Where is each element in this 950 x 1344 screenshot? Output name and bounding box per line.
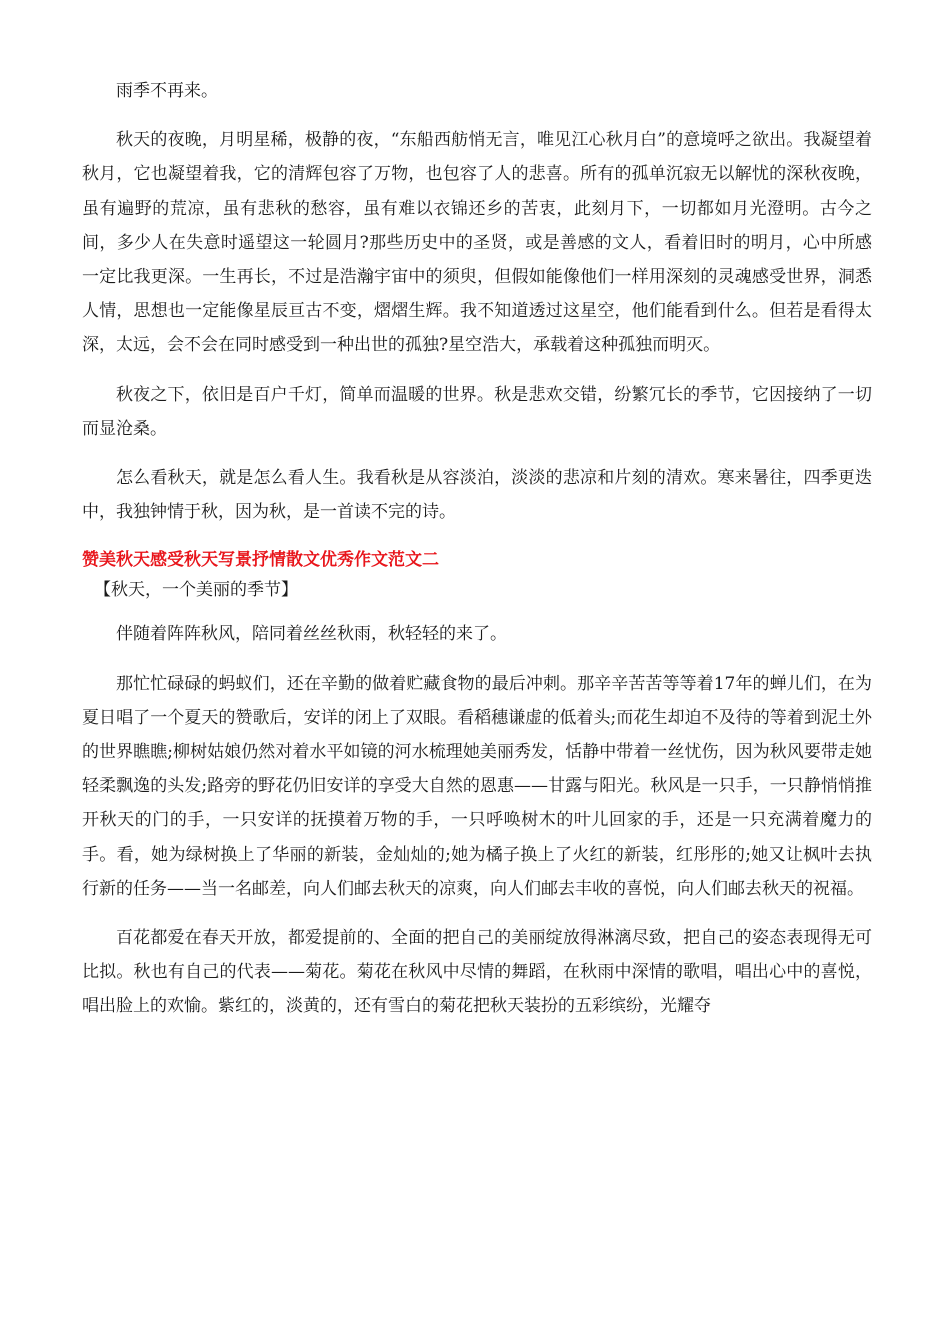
- paragraph-5: 伴随着阵阵秋风，陪同着丝丝秋雨，秋轻轻的来了。: [116, 624, 507, 645]
- document-body: [82, 74, 872, 1039]
- section-heading: 赞美秋天感受秋天写景抒情散文优秀作文范文二: [82, 550, 439, 571]
- paragraph-4: 怎么看秋天，就是怎么看人生。我看秋是从容淡泊，淡淡的悲凉和片刻的清欢。寒来暑往，四季更迭中，我独钟情于秋，因为秋，是一首读不完的诗。: [82, 468, 872, 523]
- paragraph-2: 秋天的夜晚，月明星稀，极静的夜，“东船西舫悄无言，唯见江心秋月白”的意境呼之欲出。我凝望着秋月，它也凝望着我，它的清辉包容了万物，也包容了人的悲喜。所有的孤单沉寂无以解忧的深秋夜晚，虽有遍野的荒凉，虽有悲秋的愁容，虽有难以衣锦还乡的苦衷，此刻月下，一切都如月光澄明。古今之间，多少人在失意时遥望这一轮圆月?那些历史中的圣贤，或是善感的文人，看着旧时的明月，心中所感一定比我更深。一生再长，不过是浩瀚宇宙中的须臾，但假如能像他们一样用深刻的灵魂感受世界，洞悉人情，思想也一定能像星辰亘古不变，熠熠生辉。我不知道透过这星空，他们能看到什么。但若是看得太深，太远，会不会在同时感受到一种出世的孤独?星空浩大，承载着这种孤独而明灭。: [82, 130, 872, 356]
- paragraph-3: 秋夜之下，依旧是百户千灯，简单而温暖的世界。秋是悲欢交错，纷繁冗长的季节，它因接纳了一切而显沧桑。: [82, 384, 872, 439]
- paragraph-1: 雨季不再来。: [116, 81, 218, 101]
- section-subtitle: 【秋天，一个美丽的季节】: [94, 580, 298, 601]
- paragraph-7: 百花都爱在春天开放，都爱提前的、全面的把自己的美丽绽放得淋漓尽致，把自己的姿态表现得无可比拟。秋也有自己的代表——菊花。菊花在秋风中尽情的舞蹈，在秋雨中深情的歌唱，唱出心中的喜悦，唱出脸上的欢愉。紫红的，淡黄的，还有雪白的菊花把秋天装扮的五彩缤纷，光耀夺: [82, 928, 872, 1017]
- paragraph-6: 那忙忙碌碌的蚂蚁们，还在辛勤的做着贮藏食物的最后冲刺。那辛辛苦苦等等着17年的蝉儿们，在为夏日唱了一个夏天的赞歌后，安详的闭上了双眼。看稻穗谦虚的低着头;而花生却迫不及待的等着到泥土外的世界瞧瞧;柳树姑娘仍然对着水平如镜的河水梳理她美丽秀发，恬静中带着一丝忧伤，因为秋风要带走她轻柔飘逸的头发;路旁的野花仍旧安详的享受大自然的恩惠——甘露与阳光。秋风是一只手，一只静悄悄推开秋天的门的手，一只安详的抚摸着万物的手，一只呼唤树木的叶儿回家的手，还是一只充满着魔力的手。看，她为绿树换上了华丽的新装，金灿灿的;她为橘子换上了火红的新装，红彤彤的;她又让枫叶去执行新的任务——当一名邮差，向人们邮去秋天的凉爽，向人们邮去丰收的喜悦，向人们邮去秋天的祝福。: [82, 673, 872, 899]
